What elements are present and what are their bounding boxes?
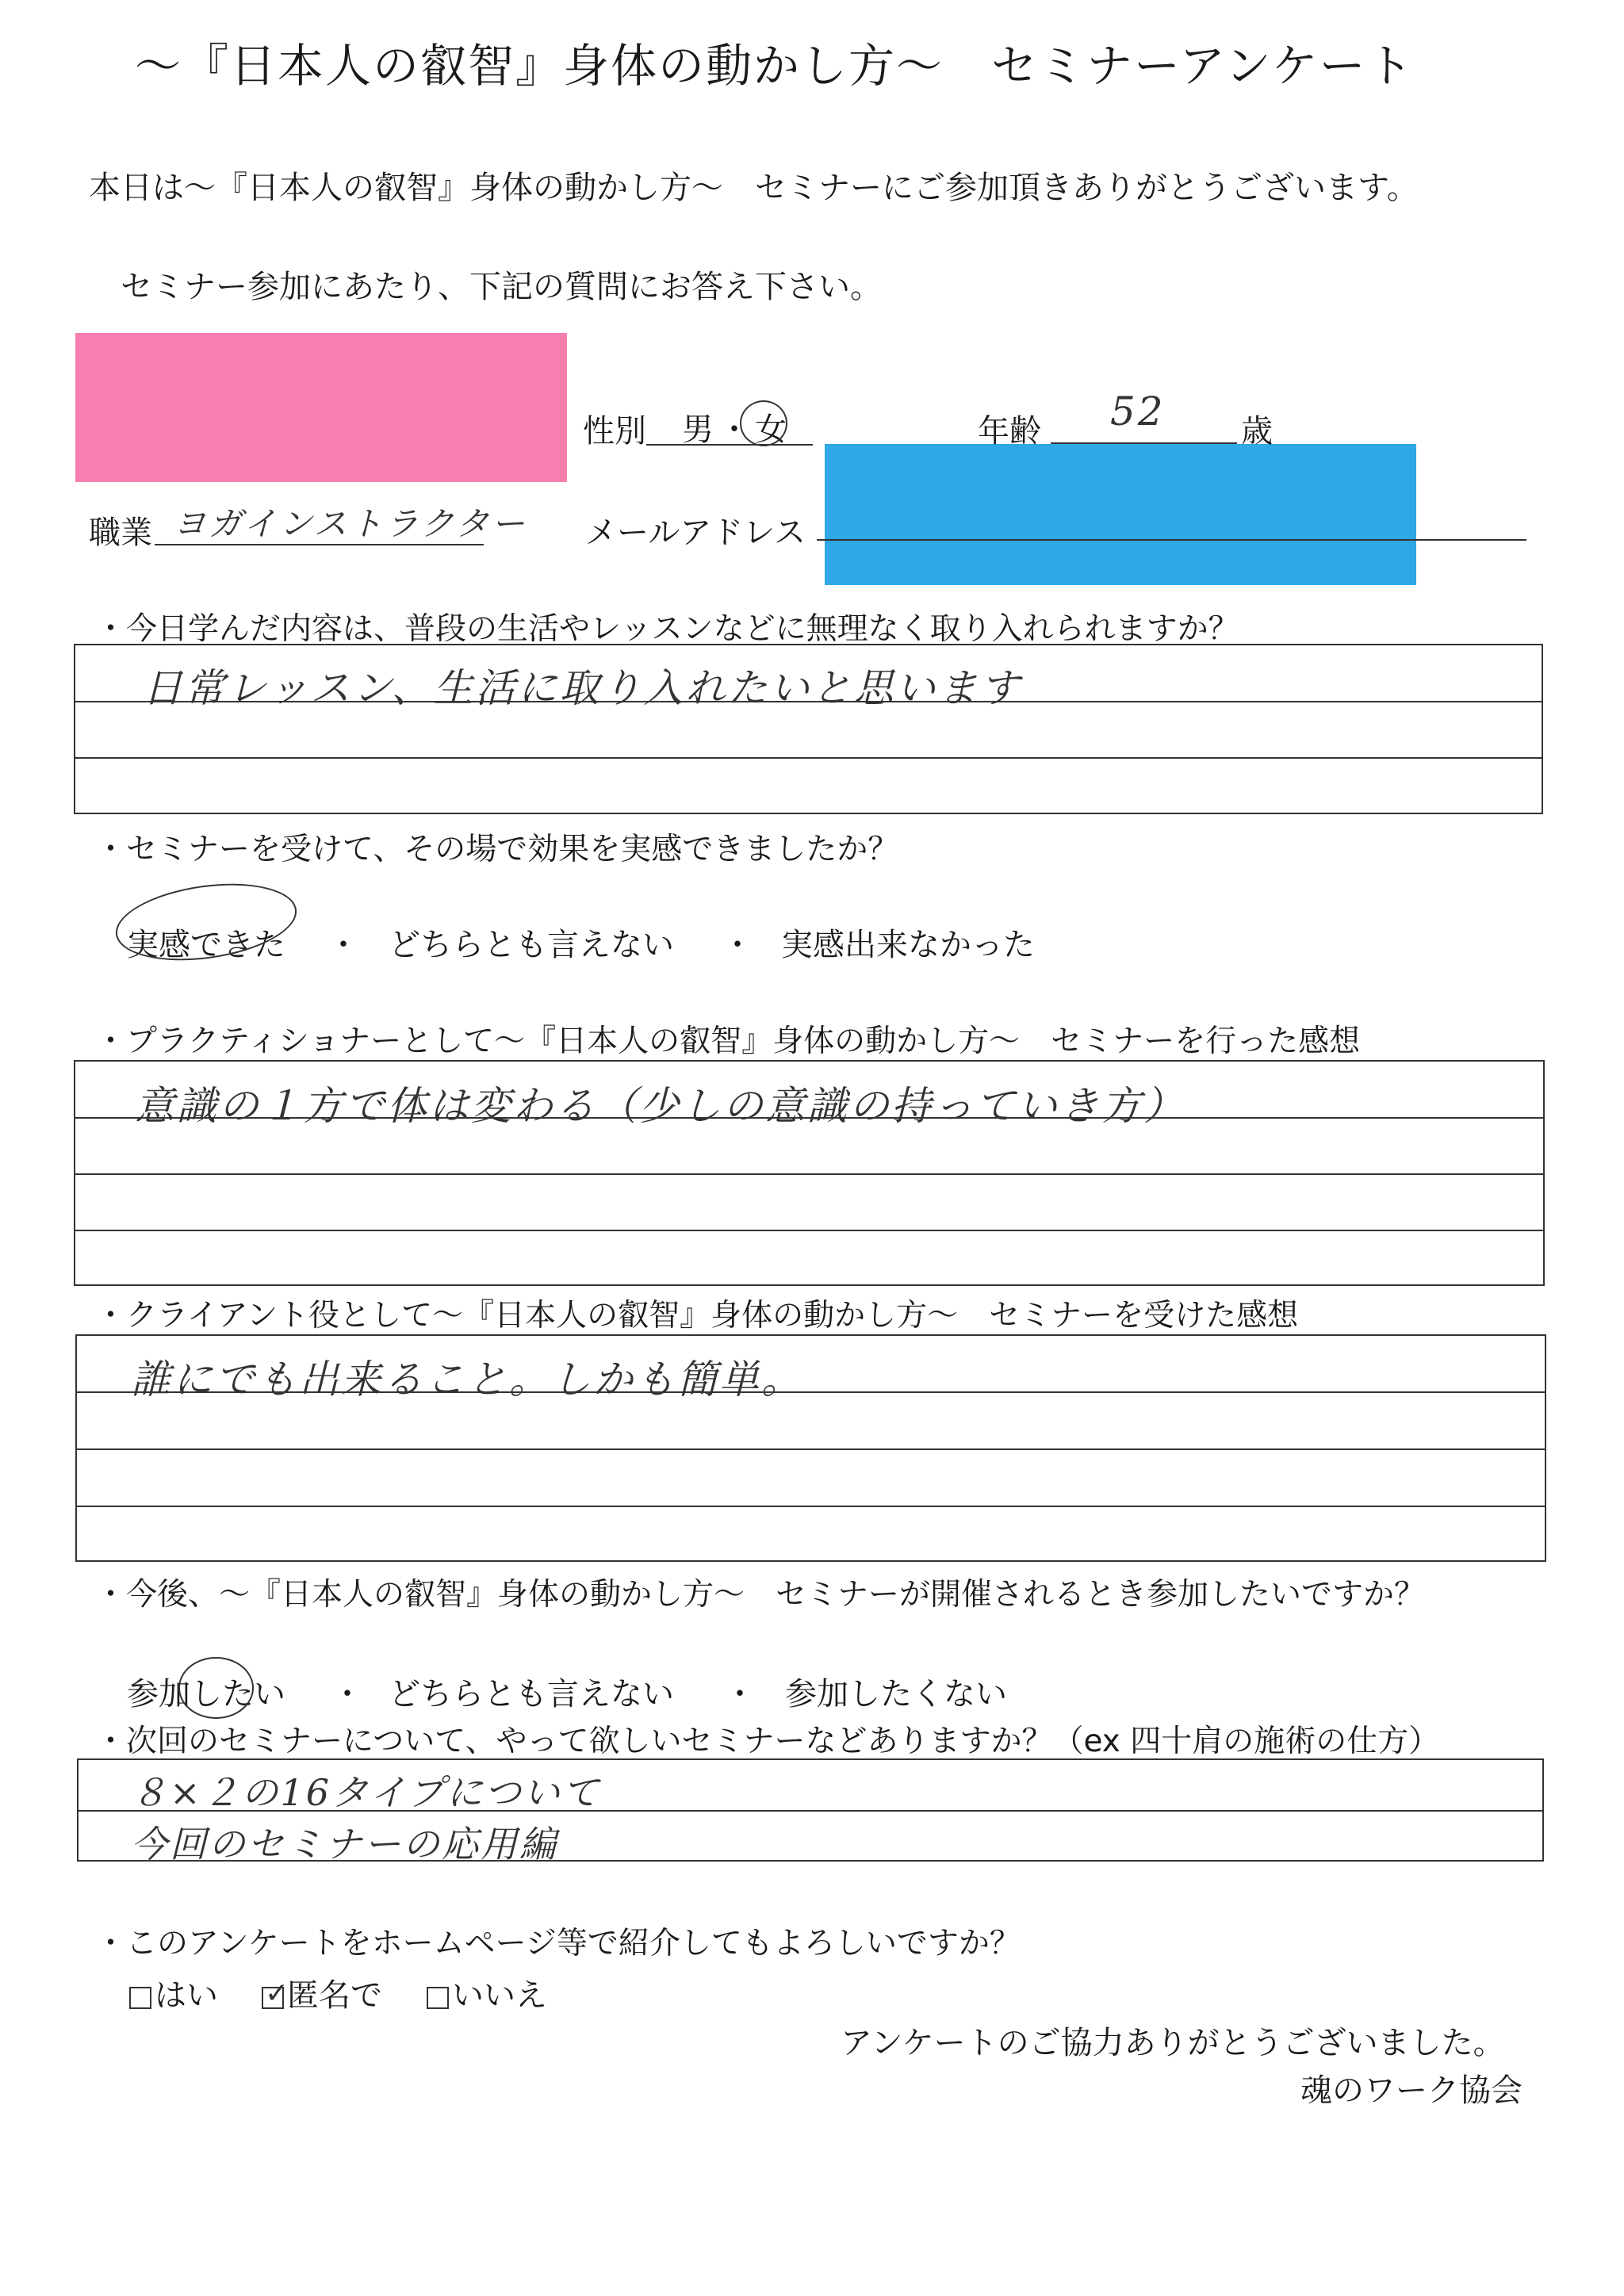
checked-checkbox-icon[interactable] bbox=[262, 1977, 289, 2010]
gender-label: 性別 bbox=[583, 413, 646, 450]
footer-org: 魂のワーク協会 bbox=[1300, 2072, 1522, 2109]
answer-1-line-1: 日常レッスン、生活に取り入れたいと思います bbox=[143, 665, 1022, 711]
question-1: ・今日学んだ内容は、普段の生活やレッスンなどに無理なく取り入れられますか？ bbox=[95, 611, 1239, 647]
email-label: メールアドレス bbox=[585, 515, 806, 551]
email-underline bbox=[817, 539, 1526, 541]
redacted-name-sticker bbox=[75, 333, 567, 482]
gender-underline bbox=[646, 444, 813, 446]
intro-thanks: 本日は〜『日本人の叡智』身体の動かし方〜 セミナーにご参加頂きありがとうございます。 bbox=[89, 170, 1419, 206]
checkbox-label: はい bbox=[155, 1977, 218, 2014]
answer-line bbox=[75, 1506, 1546, 1507]
q5-separator: ・ bbox=[331, 1676, 363, 1712]
question-2: ・セミナーを受けて、その場で効果を実感できましたか？ bbox=[95, 832, 899, 867]
answer-line bbox=[74, 1230, 1545, 1231]
redacted-email-sticker bbox=[825, 444, 1416, 585]
q2-option-1: 実感できた bbox=[127, 927, 285, 963]
intro-instruction: セミナー参加にあたり、下記の質問にお答え下さい。 bbox=[121, 269, 882, 305]
q2-separator: ・ bbox=[722, 927, 753, 963]
checkbox-label: いいえ bbox=[452, 1977, 547, 2014]
answer-line bbox=[74, 757, 1543, 759]
q5-selected-circle bbox=[178, 1657, 254, 1719]
q5-separator: ・ bbox=[724, 1676, 756, 1712]
q7-checkbox-no[interactable] bbox=[427, 1970, 547, 2015]
question-3: ・プラクティショナーとして〜『日本人の叡智』身体の動かし方〜 セミナーを行った感想 bbox=[95, 1024, 1361, 1059]
footer-thanks: アンケートのご協力ありがとうございました。 bbox=[841, 2025, 1505, 2061]
q7-checkbox-anonymous[interactable] bbox=[262, 1970, 382, 2015]
q2-option-2: どちらとも言えない bbox=[389, 927, 674, 963]
answer-4-line-1: 誰にでも出来ること。しかも簡単。 bbox=[131, 1357, 803, 1402]
checkbox-label: 匿名で bbox=[287, 1977, 382, 2014]
question-5: ・今後、〜『日本人の叡智』身体の動かし方〜 セミナーが開催されるとき参加したいですか？ bbox=[95, 1577, 1426, 1613]
question-4: ・クライアント役として〜『日本人の叡智』身体の動かし方〜 セミナーを受けた感想 bbox=[95, 1298, 1299, 1334]
gender-options: 男・女 bbox=[682, 411, 791, 448]
occupation-underline bbox=[155, 544, 484, 545]
answer-line bbox=[75, 1448, 1546, 1450]
q2-option-3: 実感出来なかった bbox=[781, 927, 1035, 963]
occupation-label: 職業 bbox=[89, 515, 152, 551]
answer-line bbox=[74, 1173, 1545, 1175]
age-underline bbox=[1051, 442, 1237, 444]
q5-option-3: 参加したくない bbox=[785, 1676, 1007, 1712]
answer-3-line-1: 意識の１方で体は変わる（少しの意識の持っていき方） bbox=[135, 1083, 1185, 1129]
occupation-value: ヨガインストラクター bbox=[173, 504, 527, 543]
q5-option-1: 参加したい bbox=[127, 1676, 285, 1712]
answer-6-line-1: ８×２の16タイプについて bbox=[131, 1771, 601, 1814]
question-6: ・次回のセミナーについて、やって欲しいセミナーなどありますか？（ex 四十肩の施術の仕方） bbox=[95, 1724, 1440, 1759]
q2-separator: ・ bbox=[327, 927, 359, 963]
q7-checkbox-yes[interactable] bbox=[129, 1970, 218, 2015]
age-value: 52 bbox=[1110, 388, 1166, 434]
age-unit: 歳 bbox=[1241, 413, 1273, 450]
gender-selected-circle bbox=[740, 400, 787, 446]
page-title: 〜『日本人の叡智』身体の動かし方〜 セミナーアンケート bbox=[135, 39, 1415, 93]
checkbox-icon[interactable] bbox=[427, 1987, 449, 2009]
q5-option-2: どちらとも言えない bbox=[389, 1676, 674, 1712]
age-label: 年齢 bbox=[978, 413, 1041, 450]
checkmark-icon: ✓ bbox=[265, 1977, 289, 2010]
question-7: ・このアンケートをホームページ等で紹介してもよろしいですか？ bbox=[95, 1926, 1021, 1961]
checkbox-icon[interactable] bbox=[129, 1987, 151, 2009]
answer-6-line-2: 今回のセミナーの応用編 bbox=[131, 1823, 558, 1866]
